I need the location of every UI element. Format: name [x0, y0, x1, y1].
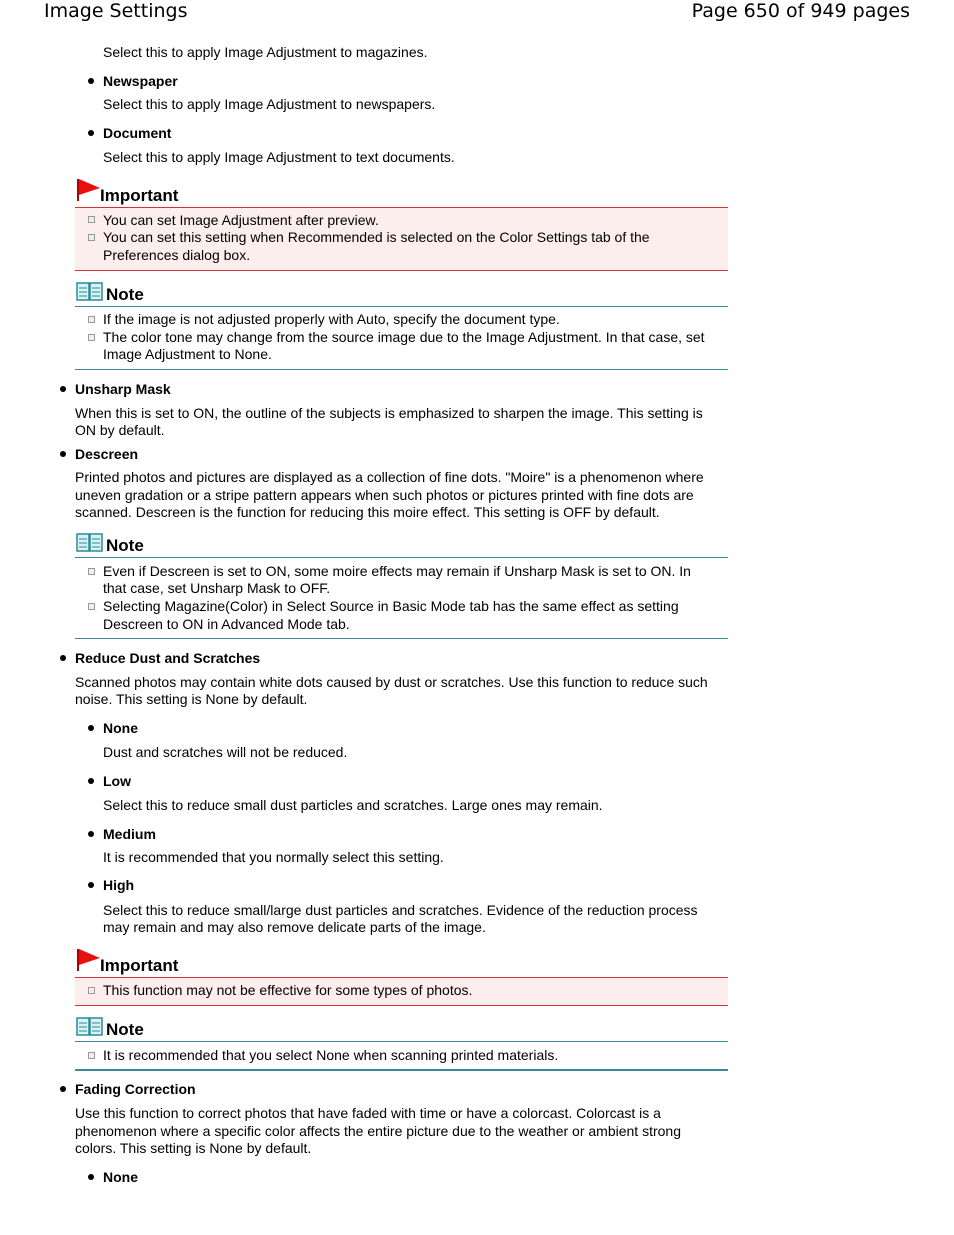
note-item-continued: Image Adjustment to None.	[103, 346, 272, 362]
dust-high-label: High	[103, 877, 135, 893]
bullet	[60, 1086, 66, 1092]
dust-high-description: Select this to reduce small/large dust particles and scratches. Evidence of the reduction process	[103, 902, 698, 918]
dust-none-label: None	[103, 720, 138, 736]
document-label: Document	[103, 125, 172, 141]
important-title: Important	[100, 186, 179, 205]
list-marker	[88, 568, 95, 575]
note-title: Note	[106, 285, 144, 304]
important-flag-icon	[76, 178, 102, 202]
note-title: Note	[106, 536, 144, 555]
important-item: This function may not be effective for some types of photos.	[103, 982, 473, 998]
descreen-label: Descreen	[75, 446, 139, 462]
unsharp-mask-description: When this is set to ON, the outline of the subjects is emphasized to sharpen the image. This setting is	[75, 405, 703, 421]
important-flag-icon	[76, 948, 102, 972]
list-marker	[88, 603, 95, 610]
note-item-continued: Descreen to ON in Advanced Mode tab.	[103, 616, 350, 632]
important-title: Important	[100, 956, 179, 975]
newspaper-label: Newspaper	[103, 73, 178, 89]
dust-low-label: Low	[103, 773, 131, 789]
bullet	[88, 725, 94, 731]
note-item: It is recommended that you select None when scanning printed materials.	[103, 1047, 559, 1063]
fading-none-label: None	[103, 1169, 138, 1185]
bullet	[60, 386, 66, 392]
unsharp-mask-description: ON by default.	[75, 422, 165, 438]
note-book-icon	[76, 282, 104, 302]
note-book-icon	[76, 1017, 104, 1037]
reduce-dust-label: Reduce Dust and Scratches	[75, 650, 261, 666]
note-item: If the image is not adjusted properly with Auto, specify the document type.	[103, 311, 560, 327]
fading-correction-label: Fading Correction	[75, 1081, 196, 1097]
note-item-continued: that case, set Unsharp Mask to OFF.	[103, 580, 331, 596]
bullet	[88, 831, 94, 837]
newspaper-description: Select this to apply Image Adjustment to newspapers.	[103, 96, 436, 112]
page-counter: Page 650 of 949 pages	[691, 0, 910, 22]
bullet	[88, 778, 94, 784]
reduce-dust-description: Scanned photos may contain white dots caused by dust or scratches. Use this function to reduce such	[75, 674, 708, 690]
list-marker	[88, 234, 95, 241]
bullet	[88, 1174, 94, 1180]
dust-none-description: Dust and scratches will not be reduced.	[103, 744, 348, 760]
list-marker	[88, 334, 95, 341]
descreen-description: uneven gradation or a stripe pattern appears when such photos or pictures printed with fine dots are	[75, 487, 694, 503]
document-description: Select this to apply Image Adjustment to text documents.	[103, 149, 455, 165]
important-item: You can set Image Adjustment after preview.	[103, 212, 379, 228]
note-title: Note	[106, 1020, 144, 1039]
fading-correction-description: colors. This setting is None by default.	[75, 1140, 312, 1156]
fading-correction-description: phenomenon where a specific color affects the entire picture due to the weather or ambient strong	[75, 1123, 681, 1139]
dust-medium-description: It is recommended that you normally select this setting.	[103, 849, 444, 865]
bullet	[60, 451, 66, 457]
list-marker	[88, 316, 95, 323]
reduce-dust-description: noise. This setting is None by default.	[75, 691, 308, 707]
unsharp-mask-label: Unsharp Mask	[75, 381, 171, 397]
magazine-description: Select this to apply Image Adjustment to magazines.	[103, 44, 428, 60]
bullet	[60, 655, 66, 661]
note-book-icon	[76, 533, 104, 553]
list-marker	[88, 987, 95, 994]
note-item: Selecting Magazine(Color) in Select Source in Basic Mode tab has the same effect as setting	[103, 598, 679, 614]
note-item: The color tone may change from the source image due to the Image Adjustment. In that case, set	[103, 329, 705, 345]
page-header	[0, 0, 954, 30]
descreen-description: Printed photos and pictures are displayed as a collection of fine dots. "Moire" is a phenomenon where	[75, 469, 704, 485]
dust-low-description: Select this to reduce small dust particles and scratches. Large ones may remain.	[103, 797, 603, 813]
dust-high-description: may remain and may also remove delicate parts of the image.	[103, 919, 486, 935]
descreen-description: scanned. Descreen is the function for reducing this moire effect. This setting is OFF by default.	[75, 504, 660, 520]
list-marker	[88, 216, 95, 223]
important-item-continued: Preferences dialog box.	[103, 247, 251, 263]
bullet	[88, 882, 94, 888]
fading-correction-description: Use this function to correct photos that have faded with time or have a colorcast. Colorcast is a	[75, 1105, 661, 1121]
bullet	[88, 78, 94, 84]
page-title: Image Settings	[44, 0, 188, 22]
list-marker	[88, 1052, 95, 1059]
important-item: You can set this setting when Recommended is selected on the Color Settings tab of the	[103, 229, 650, 245]
note-item: Even if Descreen is set to ON, some moire effects may remain if Unsharp Mask is set to ON. In	[103, 563, 691, 579]
dust-medium-label: Medium	[103, 826, 156, 842]
bullet	[88, 130, 94, 136]
